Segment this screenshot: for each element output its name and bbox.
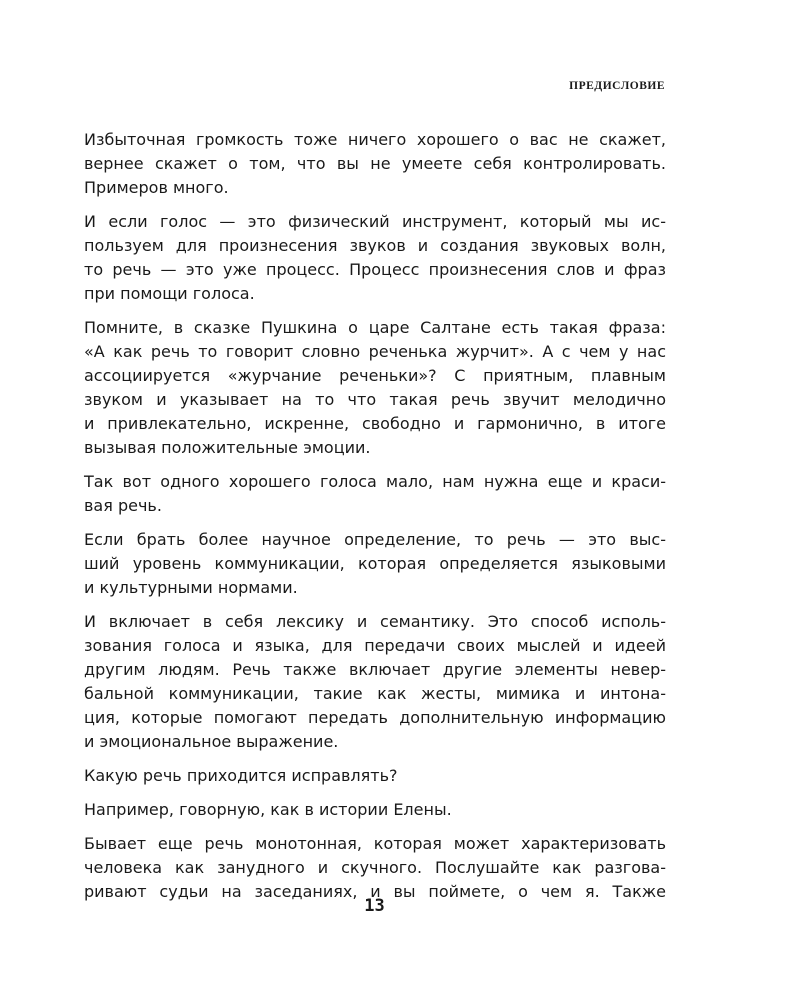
running-head: ПРЕДИСЛОВИЕ [569,80,665,92]
text-line: то речь — это уже процесс. Процесс произнесения слов и фраз [84,260,666,279]
text-line: Например, говорную, как в истории Елены. [84,800,452,819]
text-line: и культурными нормами. [84,578,298,597]
paragraph [84,470,666,518]
paragraph [84,128,666,200]
text-line: вая речь. [84,496,162,515]
text-line: вызывая положительные эмоции. [84,438,371,457]
text-line: Так вот одного хорошего голоса мало, нам нужна еще и краси- [84,472,666,491]
text-line: при помощи голоса. [84,284,255,303]
text-line: и эмоциональное выражение. [84,732,339,751]
text-line: «А как речь то говорит словно реченька журчит». А с чем у нас [84,342,666,361]
text-line: и привлекательно, искренне, свободно и гармонично, в итоге [84,414,666,433]
paragraph [84,832,666,904]
text-line: другим людям. Речь также включает другие элементы невер- [84,660,666,679]
text-line: зования голоса и языка, для передачи своих мыслей и идеей [84,636,666,655]
text-line: звуком и указывает на то что такая речь звучит мелодично [84,390,666,409]
paragraph [84,210,666,306]
text-line: пользуем для произнесения звуков и создания звуковых волн, [84,236,666,255]
paragraph [84,764,666,788]
text-line: вернее скажет о том, что вы не умеете себя контролировать. [84,154,666,173]
text-line: Какую речь приходится исправлять? [84,766,398,785]
text-line: ассоциируется «журчание реченьки»? С приятным, плавным [84,366,666,385]
text-line: бальной коммуникации, такие как жесты, мимика и интона- [84,684,666,703]
page-number: 13 [364,896,385,916]
paragraph [84,528,666,600]
text-line: ривают судьи на заседаниях, и вы поймете, о чем я. Также [84,882,666,901]
text-line: Примеров много. [84,178,229,197]
body-text [84,128,666,914]
text-line: И если голос — это физический инструмент, который мы ис- [84,212,666,231]
paragraph [84,316,666,460]
text-line: человека как занудного и скучного. Послушайте как разгова- [84,858,666,877]
paragraph [84,798,666,822]
text-line: Если брать более научное определение, то речь — это выс- [84,530,666,549]
text-line: ция, которые помогают передать дополнительную информацию [84,708,666,727]
text-line: Помните, в сказке Пушкина о царе Салтане есть такая фраза: [84,318,666,337]
paragraph [84,610,666,754]
text-line: ший уровень коммуникации, которая определяется языковыми [84,554,666,573]
text-line: Избыточная громкость тоже ничего хорошего о вас не скажет, [84,130,666,149]
text-line: И включает в себя лексику и семантику. Это способ исполь- [84,612,666,631]
text-line: Бывает еще речь монотонная, которая может характеризовать [84,834,666,853]
